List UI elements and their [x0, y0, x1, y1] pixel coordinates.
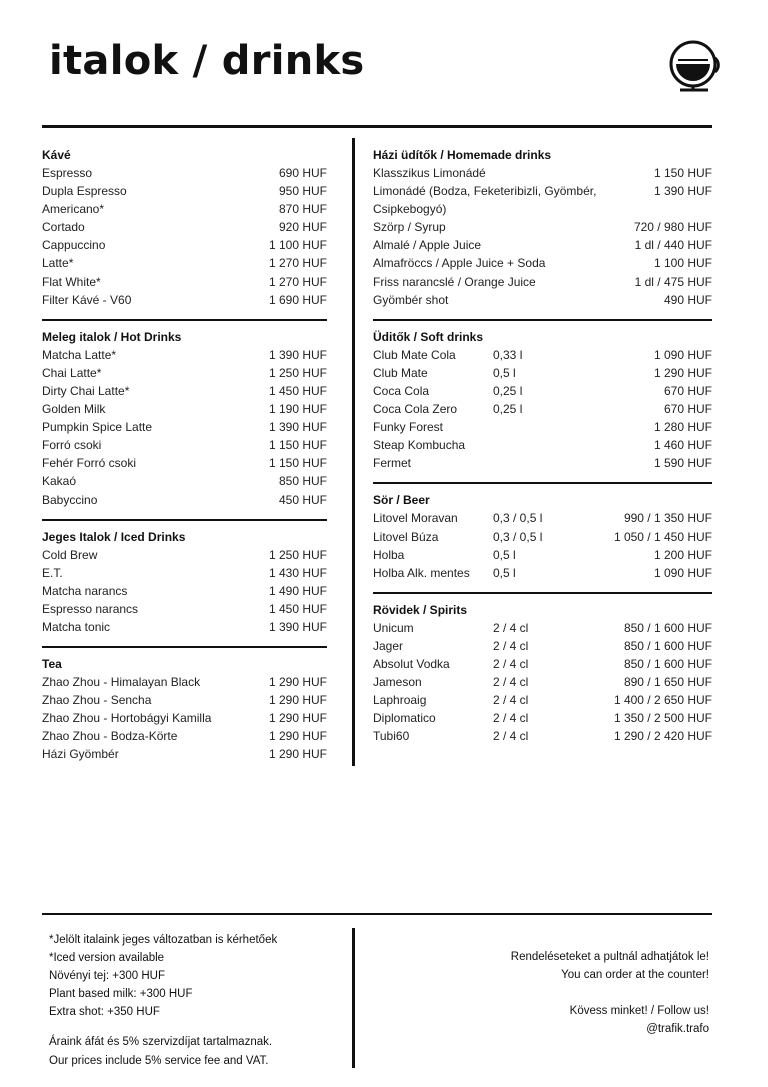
item-price: 1 290 HUF: [268, 693, 327, 708]
menu-item: [42, 364, 327, 382]
note-line: Növényi tej: +300 HUF: [49, 970, 166, 983]
item-price: 990 / 1 350 HUF: [623, 511, 712, 526]
menu-item: [42, 346, 327, 364]
menu-section-hazi-uditok-homemade-drinks: [373, 146, 712, 309]
item-price: 670 HUF: [663, 402, 712, 417]
item-price: 1 450 HUF: [268, 383, 327, 398]
item-price: 1 090 HUF: [653, 347, 712, 362]
item-name: Holba Alk. mentes: [373, 565, 470, 580]
menu-item: [42, 691, 327, 709]
item-price: 1 290 HUF: [653, 365, 712, 380]
menu-item: [42, 745, 327, 763]
item-price: 1 460 HUF: [653, 438, 712, 453]
item-name: Gyömbér shot: [373, 292, 449, 307]
footer-divider: [352, 928, 355, 1068]
item-name: Házi Gyömbér: [42, 747, 119, 762]
menu-item: [42, 164, 327, 182]
section-title: Kávé: [42, 148, 71, 162]
menu-item: [373, 709, 712, 727]
menu-item: [373, 236, 712, 254]
menu-item: [373, 164, 712, 182]
item-size: [493, 418, 654, 436]
item-size: 2 / 4 cl: [493, 656, 529, 671]
menu-item: [42, 436, 327, 454]
section-divider: [373, 319, 712, 321]
item-name: Chai Latte*: [42, 365, 102, 380]
item-price: 870 HUF: [278, 202, 327, 217]
item-price: 690 HUF: [278, 166, 327, 180]
menu-item: [373, 509, 712, 527]
menu-item: [42, 600, 327, 618]
item-price: 1 090 HUF: [653, 565, 712, 580]
item-price: 1 590 HUF: [653, 456, 712, 471]
item-price: 850 / 1 600 HUF: [623, 638, 712, 653]
item-price: 1 350 / 2 500 HUF: [613, 711, 712, 726]
item-name: Matcha tonic: [42, 619, 111, 634]
note-line: *Iced version available: [49, 952, 165, 965]
menu-item: [373, 637, 712, 655]
item-price: 920 HUF: [278, 220, 327, 235]
item-name: Dupla Espresso: [42, 184, 127, 199]
menu-item: [373, 655, 712, 673]
item-price: 890 / 1 650 HUF: [623, 675, 712, 690]
menu-item: [42, 273, 327, 291]
coffee-cup-icon: [668, 36, 728, 94]
menu-item: [373, 436, 712, 454]
item-price: 1 290 HUF: [268, 711, 327, 726]
menu-item: [42, 400, 327, 418]
menu-item: [373, 727, 712, 745]
item-name: Matcha Latte*: [42, 347, 117, 362]
item-price: 1 390 HUF: [268, 420, 327, 435]
section-title: Rövidek / Spirits: [373, 602, 468, 617]
menu-item: [42, 709, 327, 727]
menu-item: [42, 564, 327, 582]
item-price: 1 dl / 475 HUF: [634, 274, 712, 289]
menu-item: [42, 618, 327, 636]
item-price: 1 050 / 1 450 HUF: [613, 529, 712, 544]
item-price: 1 490 HUF: [268, 583, 327, 598]
column-divider: [352, 138, 355, 766]
order-line: Rendeléseteket a pultnál adhatjátok le!: [510, 951, 709, 963]
item-name: Cold Brew: [42, 547, 98, 562]
item-price: 1 430 HUF: [268, 565, 327, 580]
item-price: 1 390 HUF: [268, 347, 327, 362]
item-price: 720 / 980 HUF: [633, 220, 712, 235]
item-name: Almafröccs / Apple Juice + Soda: [373, 256, 546, 271]
menu-item: [373, 454, 712, 472]
item-name: Babyccino: [42, 492, 98, 507]
item-price: 850 / 1 600 HUF: [623, 656, 712, 671]
item-size: 0,5 l: [493, 365, 516, 380]
item-name: Zhao Zhou - Sencha: [42, 693, 152, 708]
item-price: 1 450 HUF: [268, 601, 327, 616]
menu-item: [42, 491, 327, 509]
item-name: Dirty Chai Latte*: [42, 383, 130, 398]
item-size: 0,25 l: [493, 402, 523, 417]
item-price: 490 HUF: [663, 292, 712, 307]
menu-item: [373, 528, 712, 546]
item-name: Litovel Búza: [373, 529, 439, 544]
follow-line: Kövess minket! / Follow us!: [569, 1005, 709, 1018]
item-name: Golden Milk: [42, 402, 106, 417]
item-price: 1 390 HUF: [268, 619, 327, 634]
item-name: Americano*: [42, 202, 105, 217]
menu-item: [373, 400, 712, 418]
menu-item: [373, 346, 712, 364]
bottom-divider: [42, 913, 712, 915]
order-line: You can order at the counter!: [561, 969, 709, 982]
menu-item: [42, 472, 327, 490]
item-name: Matcha narancs: [42, 583, 128, 598]
menu-item: [42, 182, 327, 200]
item-name: Litovel Moravan: [373, 511, 458, 526]
item-name: Friss narancslé / Orange Juice: [373, 274, 536, 289]
menu-section-sor-beer: [373, 491, 712, 581]
item-size: 0,25 l: [493, 383, 523, 398]
menu-item: [42, 200, 327, 218]
item-price: 1 690 HUF: [268, 292, 327, 307]
item-price: 1 250 HUF: [268, 365, 327, 380]
item-price: 1 270 HUF: [268, 274, 327, 289]
top-divider: [42, 125, 712, 128]
item-price: 850 / 1 600 HUF: [623, 620, 712, 635]
menu-item: [373, 254, 712, 272]
menu-item: [373, 182, 712, 218]
item-price: 1 200 HUF: [653, 547, 712, 562]
section-divider: [42, 646, 327, 648]
footer-notes: [49, 931, 277, 1070]
menu-item: [42, 454, 327, 472]
item-price: 1 290 HUF: [268, 675, 327, 690]
menu-section-jeges-italok-iced-drinks: [42, 528, 327, 636]
item-name: Steap Kombucha: [373, 438, 466, 453]
note-line: *Jelölt italaink jeges változatban is kérhetőek: [49, 934, 278, 946]
menu-item: [42, 673, 327, 691]
item-name: Almalé / Apple Juice: [373, 238, 482, 253]
item-name: Diplomatico: [373, 711, 436, 726]
item-name: Jager: [373, 638, 404, 653]
menu-item: [42, 418, 327, 436]
menu-item: [373, 619, 712, 637]
item-price: 1 190 HUF: [268, 402, 327, 417]
item-size: 2 / 4 cl: [493, 675, 529, 690]
item-name: Cortado: [42, 220, 85, 235]
item-size: 2 / 4 cl: [493, 638, 529, 653]
vat-line: Áraink áfát és 5% szervizdíjat tartalmaznak.: [49, 1036, 273, 1049]
menu-item: [373, 546, 712, 564]
item-name: Tubi60: [373, 729, 410, 744]
item-size: 2 / 4 cl: [493, 711, 529, 726]
menu-item: [42, 291, 327, 309]
menu-item: [42, 727, 327, 745]
left-column: [42, 146, 327, 764]
item-price: 1 250 HUF: [268, 547, 327, 562]
item-size: 2 / 4 cl: [493, 620, 529, 635]
item-size: 0,5 l: [493, 547, 516, 562]
item-name: Espresso: [42, 166, 93, 180]
section-title: Házi üdítők / Homemade drinks: [373, 148, 552, 162]
menu-item: [373, 564, 712, 582]
section-title: Tea: [42, 657, 62, 672]
item-price: 670 HUF: [663, 383, 712, 398]
menu-item: [373, 218, 712, 236]
item-price: 1 150 HUF: [268, 456, 327, 471]
note-line: Plant based milk: +300 HUF: [49, 988, 193, 1001]
item-name: Flat White*: [42, 274, 101, 289]
item-price: 1 100 HUF: [268, 238, 327, 253]
item-name: Jameson: [373, 675, 422, 690]
item-name: Filter Kávé - V60: [42, 292, 132, 307]
item-name: Szörp / Syrup: [373, 220, 446, 235]
page-title: italok / drinks: [49, 38, 365, 84]
item-price: 1 150 HUF: [653, 166, 712, 180]
item-name: Laphroaig: [373, 693, 427, 708]
menu-item: [373, 382, 712, 400]
item-name: Club Mate Cola: [373, 347, 456, 362]
menu-item: [42, 582, 327, 600]
item-price: 1 400 / 2 650 HUF: [613, 693, 712, 708]
right-column: [373, 146, 712, 745]
item-size: 0,33 l: [493, 347, 523, 362]
menu-item: [42, 546, 327, 564]
item-name: Forró csoki: [42, 438, 102, 453]
item-price: 1 150 HUF: [268, 438, 327, 453]
item-price: 950 HUF: [278, 184, 327, 199]
section-divider: [373, 482, 712, 484]
item-name: Fermet: [373, 456, 412, 471]
item-name: Absolut Vodka: [373, 656, 450, 671]
footer-info: [511, 948, 709, 1038]
menu-item: [373, 291, 712, 309]
menu-section-uditok-soft-drinks: [373, 328, 712, 473]
menu-item: [42, 382, 327, 400]
item-size: 2 / 4 cl: [493, 729, 529, 744]
menu-item: [42, 218, 327, 236]
instagram-handle: @trafik.trafo: [646, 1023, 709, 1036]
item-name: Pumpkin Spice Latte: [42, 420, 153, 435]
section-divider: [42, 319, 327, 321]
item-size: 0,5 l: [493, 565, 516, 580]
item-name: Limonádé (Bodza, Feketeribizli, Gyömbér, Csipkebogyó): [373, 184, 597, 217]
item-name: Holba: [373, 547, 405, 562]
item-price: 850 HUF: [278, 474, 327, 489]
item-name: Coca Cola: [373, 383, 430, 398]
vat-line: Our prices include 5% service fee and VAT.: [49, 1054, 269, 1067]
menu-item: [373, 418, 712, 436]
menu-item: [373, 691, 712, 709]
item-size: 0,3 / 0,5 l: [493, 511, 543, 526]
item-size: 0,3 / 0,5 l: [493, 529, 543, 544]
section-title: Üditők / Soft drinks: [373, 329, 484, 344]
item-name: Funky Forest: [373, 420, 444, 435]
menu-item: [42, 254, 327, 272]
item-price: 1 dl / 440 HUF: [634, 238, 712, 253]
item-name: Klasszikus Limonádé: [373, 166, 486, 180]
menu-section-tea: [42, 655, 327, 763]
item-price: 1 290 HUF: [268, 747, 327, 762]
section-title: Meleg italok / Hot Drinks: [42, 329, 182, 344]
menu-item: [373, 273, 712, 291]
item-name: Club Mate: [373, 365, 428, 380]
section-title: Jeges Italok / Iced Drinks: [42, 529, 186, 544]
menu-item: [42, 236, 327, 254]
item-price: 1 270 HUF: [268, 256, 327, 271]
menu-section-rovidek-spirits: [373, 601, 712, 746]
section-title: Sör / Beer: [373, 493, 430, 508]
item-price: 1 290 / 2 420 HUF: [613, 729, 712, 744]
item-size: [493, 436, 654, 454]
section-divider: [42, 519, 327, 521]
menu-section-kave: [42, 146, 327, 309]
menu-item: [373, 364, 712, 382]
item-price: 1 290 HUF: [268, 729, 327, 744]
note-line: Extra shot: +350 HUF: [49, 1006, 160, 1019]
item-size: 2 / 4 cl: [493, 693, 529, 708]
item-name: Espresso narancs: [42, 601, 139, 616]
item-price: 1 390 HUF: [653, 184, 712, 199]
item-name: Zhao Zhou - Hortobágyi Kamilla: [42, 711, 212, 726]
item-name: Zhao Zhou - Bodza-Körte: [42, 729, 178, 744]
item-price: 1 280 HUF: [653, 420, 712, 435]
item-price: 1 100 HUF: [653, 256, 712, 271]
item-price: 450 HUF: [278, 492, 327, 507]
menu-section-meleg-italok-hot-drinks: [42, 328, 327, 509]
item-name: Fehér Forró csoki: [42, 456, 137, 471]
item-name: Unicum: [373, 620, 414, 635]
item-name: Coca Cola Zero: [373, 402, 458, 417]
item-name: Zhao Zhou - Himalayan Black: [42, 675, 201, 690]
menu-item: [373, 673, 712, 691]
section-divider: [373, 592, 712, 594]
item-name: Cappuccino: [42, 238, 106, 253]
item-name: E.T.: [42, 565, 63, 580]
item-name: Latte*: [42, 256, 74, 271]
item-name: Kakaó: [42, 474, 77, 489]
item-size: [493, 454, 654, 472]
